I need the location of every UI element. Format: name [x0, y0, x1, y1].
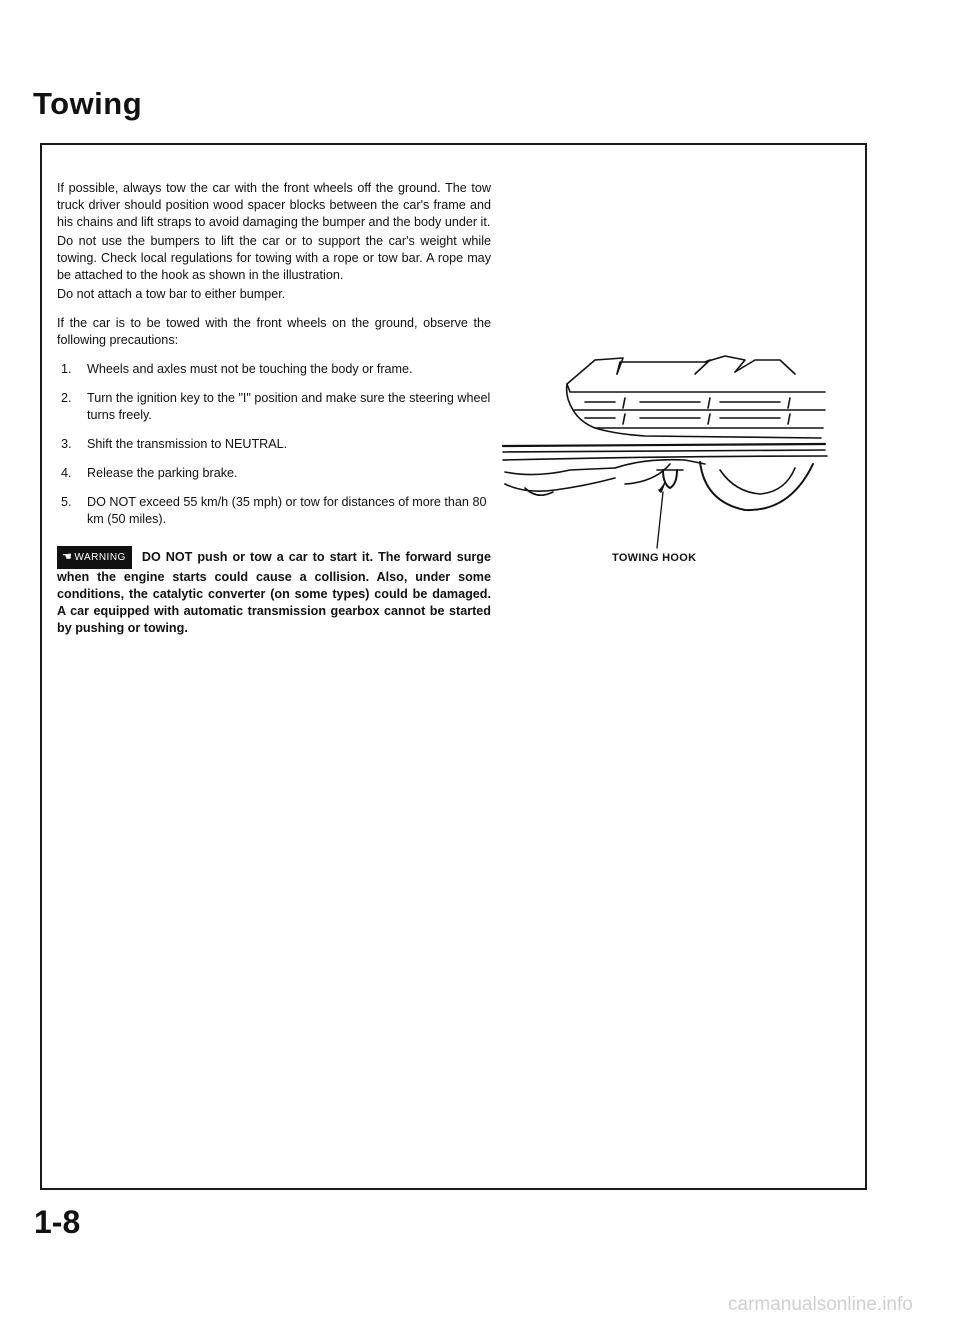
list-item-text: Release the parking brake.: [87, 466, 238, 480]
list-item-text: Wheels and axles must not be touching the body or frame.: [87, 362, 413, 376]
instructions-column: [57, 180, 491, 637]
watermark: carmanualsonline.info: [728, 1294, 913, 1315]
list-item-number: 2.: [61, 391, 72, 405]
warning-hand-icon: ☚: [62, 551, 73, 563]
warning-text: DO NOT push or tow a car to start it. The forward surge when the engine starts could cause a collision. Also, under some conditions, the catalytic converter (on some types) could be damaged. A car equipped with automatic transmission gearbox cannot be started by pushing or towing.: [57, 550, 491, 635]
list-item: [57, 390, 491, 424]
list-item-text: Turn the ignition key to the "I" position and make sure the steering wheel turns freely.: [87, 391, 491, 422]
list-item: [57, 465, 491, 482]
list-item-number: 4.: [61, 466, 72, 480]
list-item-text: Shift the transmission to NEUTRAL.: [87, 437, 288, 451]
precautions-intro: If the car is to be towed with the front wheels on the ground, observe the following precautions:: [57, 316, 491, 347]
list-item-text: DO NOT exceed 55 km/h (35 mph) or tow for distances of more than 80 km (50 miles).: [87, 495, 487, 526]
figure-label: TOWING HOOK: [612, 552, 697, 564]
list-item: [57, 494, 491, 528]
warning-block: [57, 546, 491, 637]
list-item-number: 1.: [61, 362, 72, 376]
warning-badge: [57, 546, 132, 569]
list-item: [57, 436, 491, 453]
list-item-number: 3.: [61, 437, 72, 451]
list-item-number: 5.: [61, 495, 72, 509]
intro-paragraph: If possible, always tow the car with the front wheels off the ground. The tow truck driver should position wood spacer blocks between the car's frame and his chains and lift straps to avoid damaging the bumper and the body under it.: [57, 181, 491, 229]
warning-badge-label: WARNING: [74, 552, 126, 563]
towing-hook-illustration: [495, 352, 850, 582]
bumper-note: Do not use the bumpers to lift the car or to support the car's weight while towing. Check local regulations for towing with a rope or tow bar. A rope may be attached to the hook as shown in the illustration.: [57, 234, 491, 282]
page-number: 1-8: [34, 1204, 81, 1240]
tow-bar-note: Do not attach a tow bar to either bumper.: [57, 287, 286, 301]
page-title: Towing: [33, 86, 143, 121]
precautions-list: [57, 361, 491, 528]
list-item: [57, 361, 491, 378]
